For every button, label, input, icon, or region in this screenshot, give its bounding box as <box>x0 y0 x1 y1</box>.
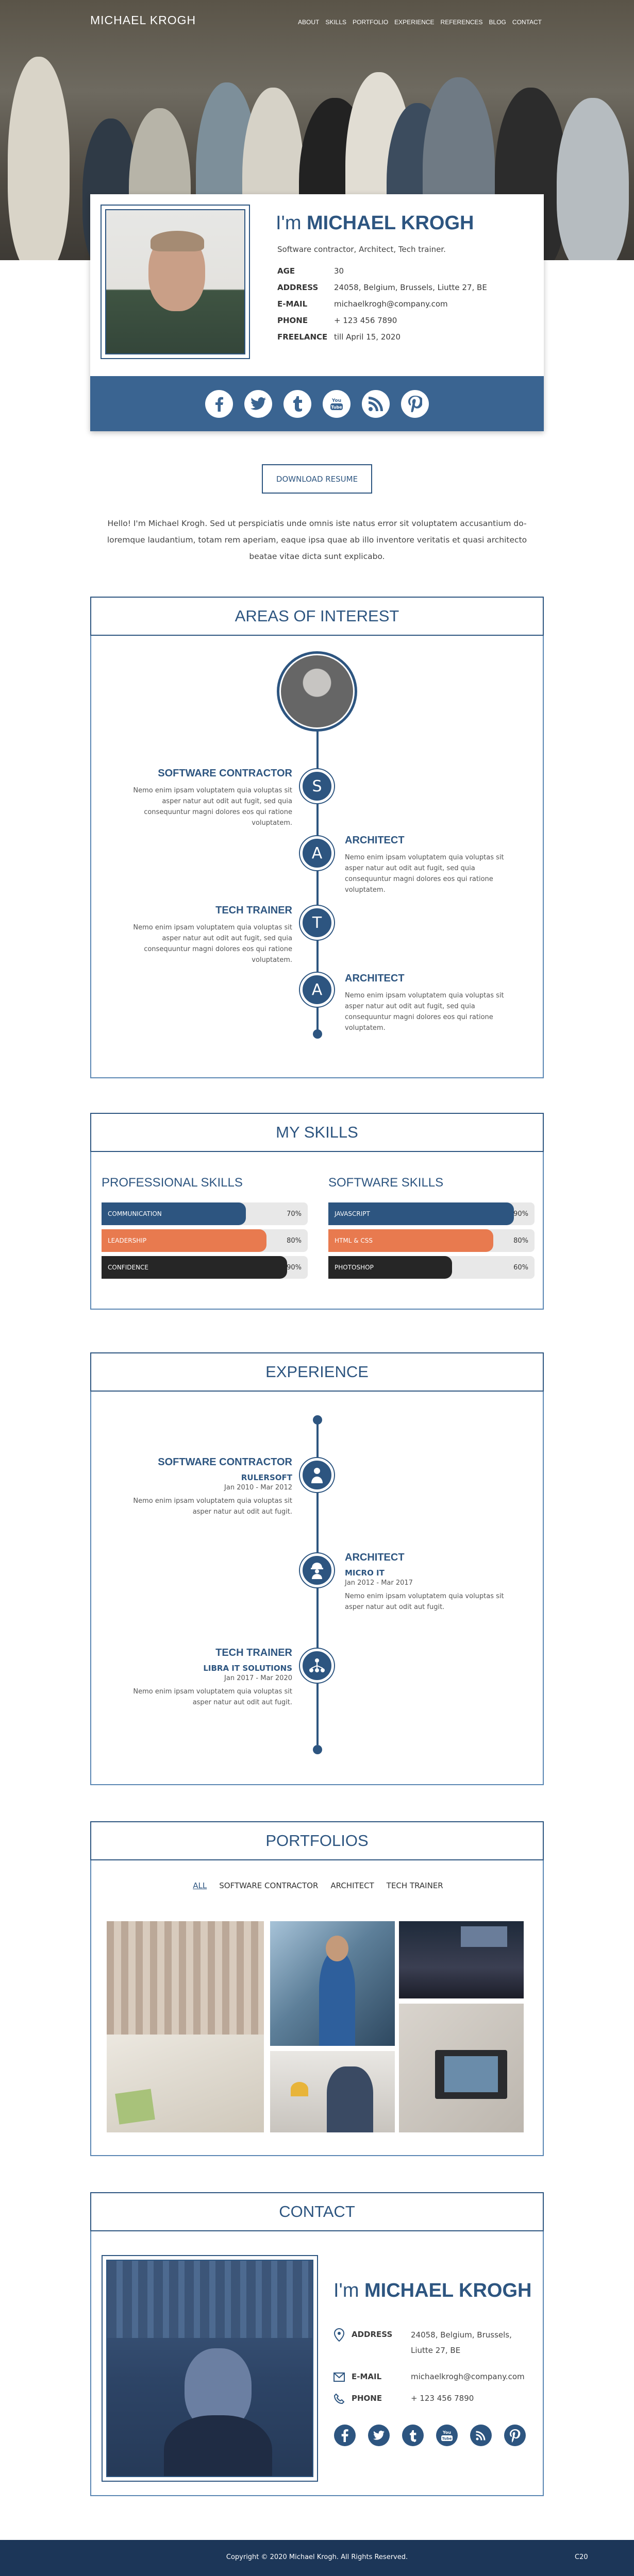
main-nav <box>298 19 542 26</box>
experience-item-company: RULERSOFT <box>241 1473 292 1482</box>
nav-about[interactable]: ABOUT <box>298 19 320 26</box>
contact-social <box>333 2424 526 2449</box>
pinterest-icon[interactable] <box>504 2424 526 2449</box>
experience-item-text: Nemo enim ipsam voluptatem quia voluptas sit asper natur aut odit aut fugit. <box>133 1688 292 1706</box>
contact-phone[interactable]: + 123 456 7890 <box>411 2394 474 2403</box>
contact-heading: I'm MICHAEL KROGH <box>333 2280 532 2301</box>
pinterest-icon[interactable] <box>401 390 429 418</box>
portfolio-image[interactable] <box>270 2051 395 2132</box>
email-icon <box>333 2372 345 2382</box>
experience-item-company: LIBRA IT SOLUTIONS <box>203 1664 292 1673</box>
skill-label: HTML & CSS <box>335 1237 373 1244</box>
skill-bar <box>102 1256 308 1279</box>
skill-bar-fill <box>328 1256 452 1279</box>
info-email: E-MAIL michaelkrogh@company.com <box>277 299 448 309</box>
interest-section <box>90 597 544 1078</box>
skill-percent: 80% <box>513 1236 528 1245</box>
intro-text: Hello! I'm Michael Krogh. Sed ut perspiciatis unde omnis iste natus error sit voluptatem accusantium do-loremque laudantium, totam rem aperiam, eaque ipsa quae ab illo inventore veritatis et quasi architecto beatae vitae dicta sunt explicabo. <box>107 519 527 561</box>
experience-item-date: Jan 2012 - Mar 2017 <box>345 1579 413 1587</box>
nav-blog[interactable]: BLOG <box>489 19 506 26</box>
nav-experience[interactable]: EXPERIENCE <box>394 19 435 26</box>
portfolio-image[interactable] <box>399 2004 524 2132</box>
portfolio-filter-tabs <box>91 1881 545 1890</box>
tab-software-contractor[interactable]: SOFTWARE CONTRACTOR <box>219 1881 319 1890</box>
interest-item-text: Nemo enim ipsam voluptatem quia voluptas sit asper natur aut odit aut fugit, sed quia consequuntur magni dolores eos qui ratione voluptatem. <box>133 924 292 964</box>
interest-item-title: SOFTWARE CONTRACTOR <box>158 768 292 779</box>
profile-heading: I'm MICHAEL KROGH <box>276 212 474 234</box>
svg-text:Tube: Tube <box>331 404 342 410</box>
tumblr-icon[interactable] <box>402 2424 424 2449</box>
skill-percent: 80% <box>287 1236 302 1245</box>
experience-section <box>90 1352 544 1785</box>
contact-photo <box>102 2255 318 2482</box>
skill-label: PHOTOSHOP <box>335 1264 374 1271</box>
footer-badge: C20 <box>575 2553 588 2561</box>
skill-bar-fill <box>328 1202 514 1225</box>
experience-item-company: MICRO IT <box>345 1568 385 1578</box>
social-band <box>90 376 544 431</box>
contact-phone-label: PHONE <box>352 2394 382 2403</box>
skill-percent: 90% <box>287 1263 302 1272</box>
footer-copyright: Copyright © 2020 Michael Krogh. All Rights Reserved. <box>226 2553 408 2561</box>
portfolio-image[interactable] <box>399 1921 524 1998</box>
twitter-icon[interactable] <box>244 390 272 418</box>
experience-item-text: Nemo enim ipsam voluptatem quia voluptas sit asper natur aut odit aut fugit. <box>133 1497 292 1516</box>
profile-card <box>90 194 544 431</box>
interest-item-text: Nemo enim ipsam voluptatem quia voluptas sit asper natur aut odit aut fugit, sed quia consequuntur magni dolores eos qui ratione voluptatem. <box>345 854 504 894</box>
nav-references[interactable]: REFERENCES <box>440 19 483 26</box>
nav-portfolio[interactable]: PORTFOLIO <box>353 19 389 26</box>
timeline-end-dot <box>313 1029 322 1039</box>
skill-label: JAVASCRIPT <box>335 1210 370 1217</box>
interest-item-title: TECH TRAINER <box>215 905 292 916</box>
site-logo[interactable]: MICHAEL KROGH <box>90 13 196 27</box>
svg-text:You: You <box>442 2430 452 2435</box>
facebook-icon[interactable] <box>205 390 233 418</box>
rss-icon[interactable] <box>362 390 390 418</box>
person-icon <box>300 1458 334 1492</box>
phone-icon <box>333 2393 345 2404</box>
skills-title: MY SKILLS <box>90 1113 544 1152</box>
experience-item-title: ARCHITECT <box>345 1552 405 1563</box>
skill-bar <box>328 1202 535 1225</box>
tab-all[interactable]: ALL <box>193 1881 207 1890</box>
skill-bar <box>328 1229 535 1252</box>
tumblr-icon[interactable] <box>283 390 311 418</box>
network-icon <box>300 1649 334 1683</box>
interest-item-title: ARCHITECT <box>345 835 405 846</box>
contact-email-label: E-MAIL <box>352 2372 382 2381</box>
interest-item-text: Nemo enim ipsam voluptatem quia voluptas sit asper natur aut odit aut fugit, sed quia consequuntur magni dolores eos qui ratione voluptatem. <box>133 787 292 827</box>
download-resume-button[interactable]: DOWNLOAD RESUME <box>262 464 372 494</box>
skill-bar <box>102 1202 308 1225</box>
skill-bar <box>102 1229 308 1252</box>
interest-avatar <box>277 651 357 732</box>
youtube-icon[interactable] <box>323 390 351 418</box>
interest-title: AREAS OF INTEREST <box>90 597 544 636</box>
portfolio-section <box>90 1821 544 2156</box>
contact-email[interactable]: michaelkrogh@company.com <box>411 2372 525 2381</box>
experience-title: EXPERIENCE <box>90 1352 544 1392</box>
timeline-end-dot <box>313 1745 322 1754</box>
software-skills-heading: SOFTWARE SKILLS <box>328 1176 444 1190</box>
skill-label: CONFIDENCE <box>108 1264 149 1271</box>
profile-photo <box>101 205 250 359</box>
portfolio-title: PORTFOLIOS <box>90 1821 544 1860</box>
skills-section <box>90 1113 544 1310</box>
interest-circle-s: S <box>300 769 334 803</box>
interest-item-text: Nemo enim ipsam voluptatem quia voluptas sit asper natur aut odit aut fugit, sed quia consequuntur magni dolores eos qui ratione voluptatem. <box>345 992 504 1032</box>
svg-text:You: You <box>331 398 342 403</box>
experience-item-date: Jan 2017 - Mar 2020 <box>224 1674 292 1682</box>
interest-circle-t: T <box>300 906 334 940</box>
skill-percent: 70% <box>287 1210 302 1218</box>
footer <box>0 2540 634 2576</box>
experience-item-title: SOFTWARE CONTRACTOR <box>158 1456 292 1468</box>
skill-bar-fill <box>102 1229 266 1252</box>
portfolio-image[interactable] <box>270 1921 395 2046</box>
skill-bar-fill <box>328 1229 493 1252</box>
portfolio-image[interactable] <box>107 1921 264 2132</box>
interest-circle-a: A <box>300 973 334 1007</box>
skill-percent: 60% <box>513 1263 528 1272</box>
svg-text:Tube: Tube <box>442 2436 452 2441</box>
skill-label: LEADERSHIP <box>108 1237 147 1244</box>
facebook-icon[interactable] <box>333 2424 356 2449</box>
contact-address-label: ADDRESS <box>352 2330 393 2339</box>
skill-label: COMMUNICATION <box>108 1210 162 1217</box>
tab-tech-trainer[interactable]: TECH TRAINER <box>386 1881 443 1890</box>
contact-title: CONTACT <box>90 2192 544 2231</box>
tab-architect[interactable]: ARCHITECT <box>330 1881 374 1890</box>
location-icon <box>333 2328 345 2342</box>
experience-item-text: Nemo enim ipsam voluptatem quia voluptas sit asper natur aut odit aut fugit. <box>345 1592 504 1611</box>
youtube-icon[interactable] <box>436 2424 458 2449</box>
interest-circle-a: A <box>300 836 334 870</box>
skill-percent: 90% <box>513 1210 528 1218</box>
info-age: AGE 30 <box>277 266 344 276</box>
experience-item-date: Jan 2010 - Mar 2012 <box>224 1484 292 1492</box>
worker-icon <box>300 1553 334 1587</box>
info-freelance: FREELANCE till April 15, 2020 <box>277 332 401 342</box>
rss-icon[interactable] <box>470 2424 492 2449</box>
nav-skills[interactable]: SKILLS <box>325 19 347 26</box>
nav-contact[interactable]: CONTACT <box>512 19 542 26</box>
contact-section <box>90 2192 544 2496</box>
profile-role: Software contractor, Architect, Tech trainer. <box>277 245 446 254</box>
twitter-icon[interactable] <box>368 2424 390 2449</box>
skill-bar-fill <box>102 1256 287 1279</box>
experience-item-title: TECH TRAINER <box>215 1647 292 1658</box>
interest-item-title: ARCHITECT <box>345 973 405 984</box>
info-phone: PHONE + 123 456 7890 <box>277 316 397 325</box>
professional-skills-heading: PROFESSIONAL SKILLS <box>102 1176 243 1190</box>
info-address: ADDRESS 24058, Belgium, Brussels, Liutte 27, BE <box>277 283 487 292</box>
contact-address: 24058, Belgium, Brussels, Liutte 27, BE <box>411 2330 512 2355</box>
skill-bar <box>328 1256 535 1279</box>
skill-bar-fill <box>102 1202 246 1225</box>
